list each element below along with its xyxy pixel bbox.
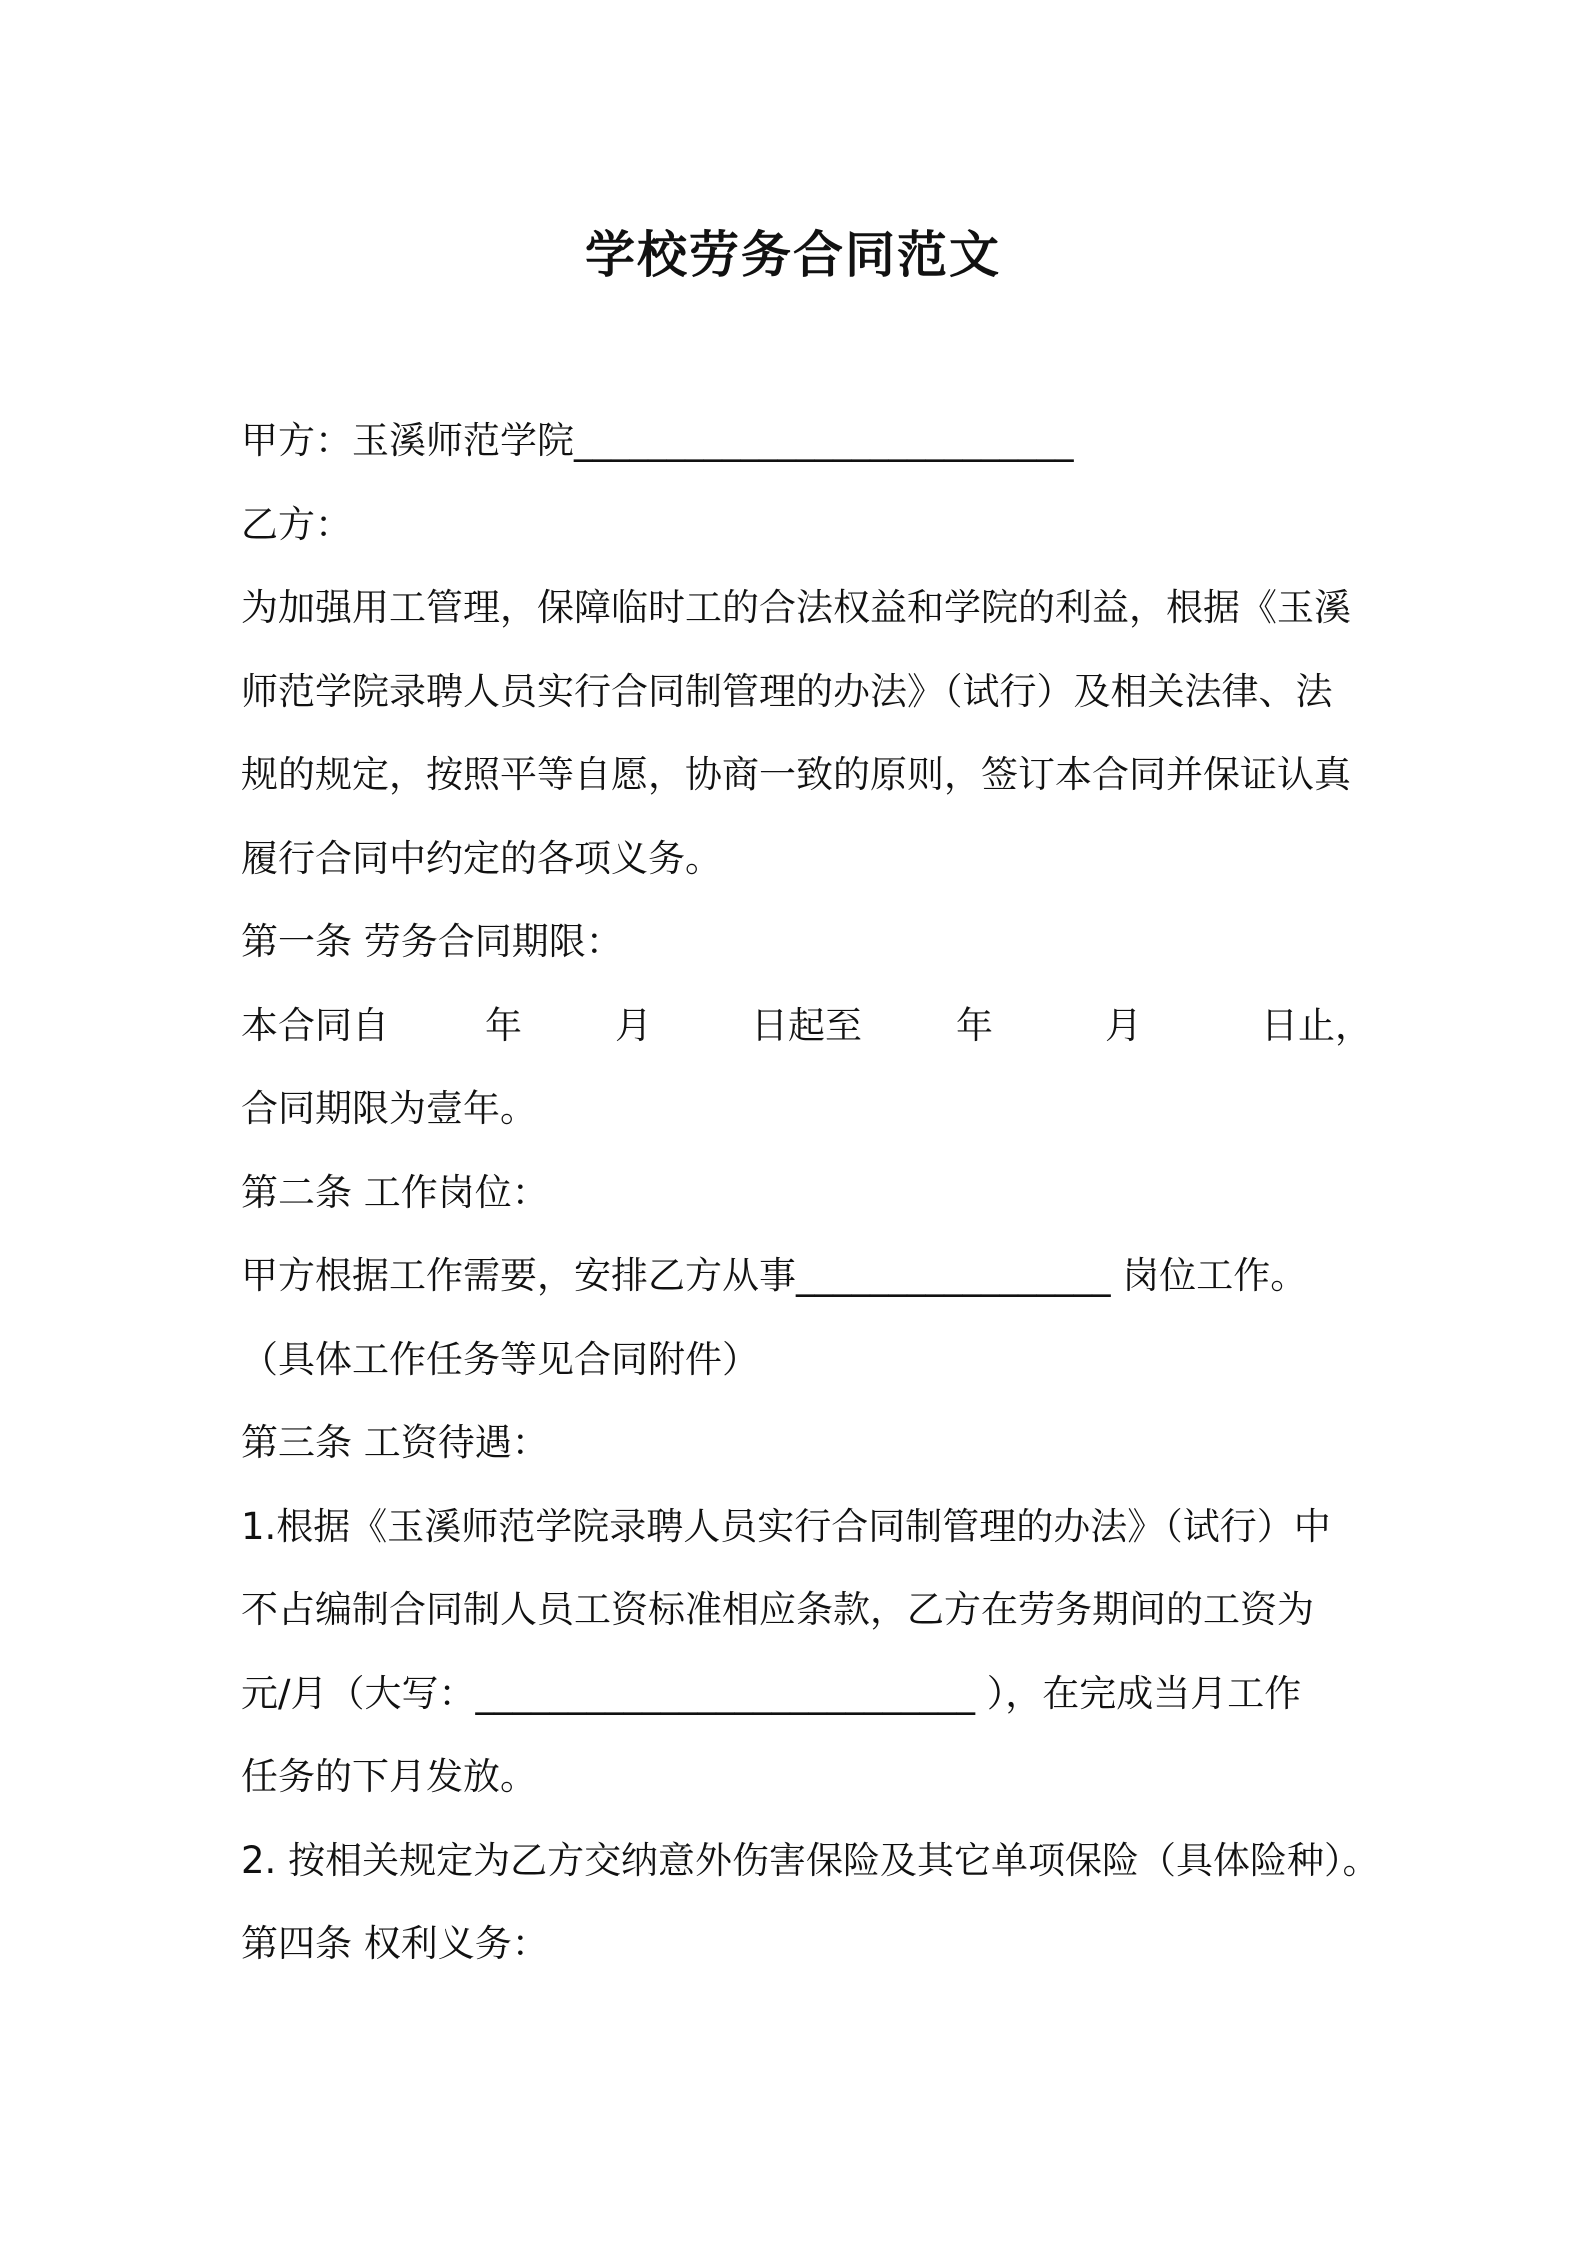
- party-a-line: 甲方：玉溪师范学院___________________________: [241, 419, 1074, 462]
- preamble-line-1: 为加强用工管理，保障临时工的合法权益和学院的利益，根据《玉溪: [241, 586, 1351, 629]
- preamble-line-3: 规的规定，按照平等自愿，协商一致的原则，签订本合同并保证认真: [241, 753, 1351, 796]
- date-part-year-2: 年: [956, 1004, 993, 1047]
- preamble-line-2: 师范学院录聘人员实行合同制管理的办法》（试行）及相关法律、法: [241, 670, 1333, 713]
- wage-line-2: 不占编制合同制人员工资标准相应条款，乙方在劳务期间的工资为: [241, 1588, 1314, 1631]
- position-note-line: （具体工作任务等见合同附件）: [241, 1338, 759, 1381]
- article-4-heading: 第四条 权利义务：: [241, 1922, 549, 1965]
- wage-line-4: 任务的下月发放。: [241, 1755, 537, 1798]
- insurance-line: 2. 按相关规定为乙方交纳意外伤害保险及其它单项保险（具体险种）。: [241, 1839, 1380, 1882]
- document-title: 学校劳务合同范文: [585, 226, 1001, 284]
- date-part-month-2: 月: [1105, 1004, 1142, 1047]
- position-line: 甲方根据工作需要，安排乙方从事_________________ 岗位工作。: [241, 1254, 1308, 1297]
- article-1-heading: 第一条 劳务合同期限：: [241, 920, 623, 963]
- party-b-line: 乙方：: [241, 503, 352, 546]
- date-part-start: 本合同自: [241, 1004, 389, 1047]
- date-part-month-1: 月: [615, 1004, 652, 1047]
- date-part-end: 日止，: [1261, 1004, 1372, 1047]
- contract-term-line: 合同期限为壹年。: [241, 1087, 537, 1130]
- preamble-line-4: 履行合同中约定的各项义务。: [241, 837, 722, 880]
- article-3-heading: 第三条 工资待遇：: [241, 1421, 549, 1464]
- wage-line-1: 1.根据《玉溪师范学院录聘人员实行合同制管理的办法》（试行）中: [241, 1505, 1331, 1548]
- wage-line-3: 元/月（大写：___________________________ ），在完成当月工作: [241, 1672, 1302, 1715]
- date-part-year-1: 年: [485, 1004, 522, 1047]
- date-part-day-1: 日起至: [751, 1004, 862, 1047]
- article-2-heading: 第二条 工作岗位：: [241, 1171, 549, 1214]
